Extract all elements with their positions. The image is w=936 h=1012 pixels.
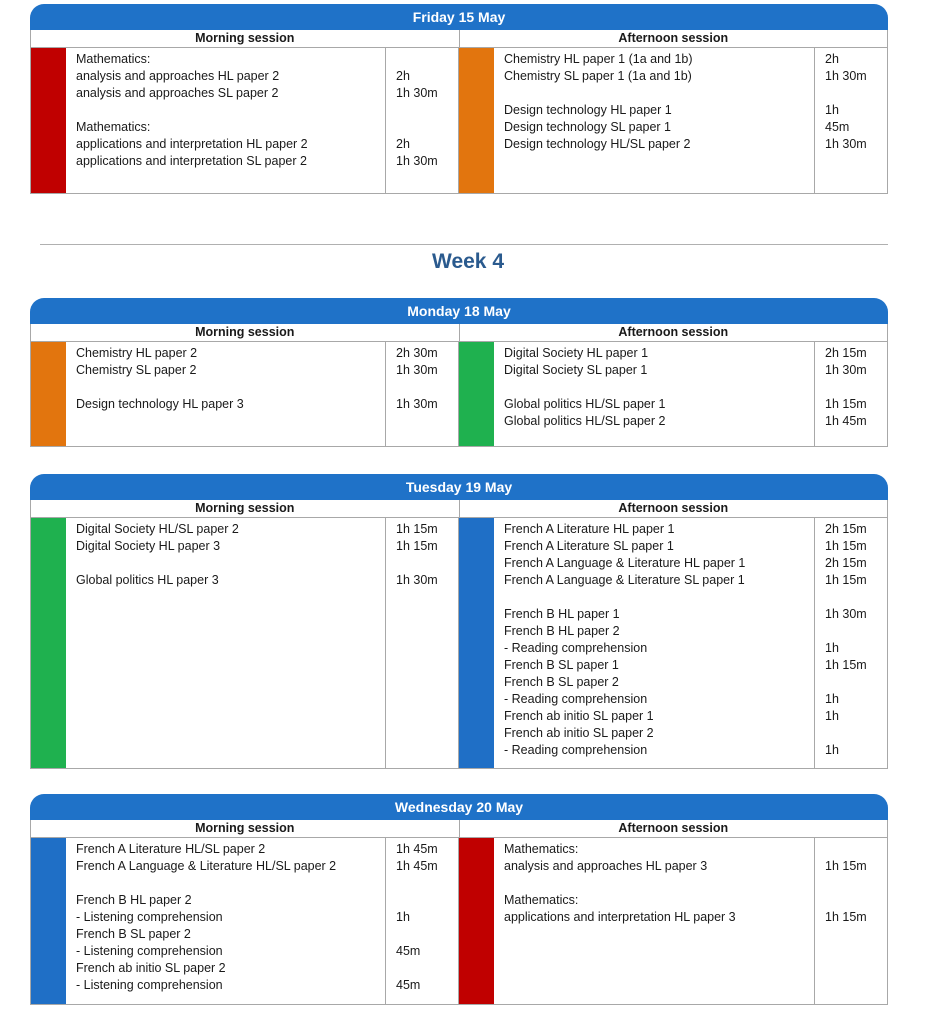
subject-color-bar (459, 48, 494, 193)
subject-list (494, 838, 815, 1004)
exam-subject: French ab initio SL paper 2 (504, 726, 654, 740)
subject-color-bar (459, 518, 494, 768)
exam-subject (504, 85, 814, 102)
morning-session-label: Morning session (31, 324, 460, 341)
exam-subject (504, 589, 814, 606)
exam-duration (825, 725, 887, 742)
exam-duration (825, 379, 887, 396)
exam-duration: 1h 15m (825, 397, 867, 411)
exam-subject: French B HL paper 2 (76, 893, 192, 907)
exam-duration (396, 892, 458, 909)
subject-color-bar (459, 342, 494, 446)
day-title: Tuesday 19 May (30, 474, 888, 500)
subject-list (66, 518, 386, 768)
exam-duration: 2h (396, 137, 410, 151)
exam-duration: 1h 30m (396, 573, 438, 587)
exam-subject: French A Language & Literature HL/SL paper 2 (76, 859, 337, 873)
afternoon-session (459, 518, 887, 768)
exam-duration (396, 555, 458, 572)
duration-list (386, 48, 458, 193)
exam-subject: - Reading comprehension (504, 692, 648, 706)
duration-list (815, 48, 887, 193)
exam-duration (396, 379, 458, 396)
morning-session-label: Morning session (31, 500, 460, 517)
exam-subject: Design technology SL paper 1 (504, 120, 672, 134)
subject-list (494, 518, 815, 768)
exam-duration (396, 960, 458, 977)
morning-session-label: Morning session (31, 30, 460, 47)
exam-subject: - Listening comprehension (76, 910, 223, 924)
exam-subject: Design technology HL paper 1 (504, 103, 672, 117)
morning-session (31, 342, 459, 446)
morning-session (31, 518, 459, 768)
duration-list (386, 342, 458, 446)
exam-subject: Mathematics: (504, 893, 579, 907)
day-block-tuesday (30, 474, 888, 769)
day-title: Friday 15 May (30, 4, 888, 30)
exam-duration (396, 875, 458, 892)
exam-duration: 2h 15m (825, 522, 867, 536)
exam-duration: 1h (825, 641, 839, 655)
exam-duration: 1h 15m (825, 539, 867, 553)
day-body (30, 342, 888, 447)
exam-subject: Mathematics: (504, 842, 579, 856)
exam-subject: - Reading comprehension (504, 743, 648, 757)
exam-duration (396, 102, 458, 119)
exam-duration: 1h 30m (396, 363, 438, 377)
subject-list (494, 48, 815, 193)
duration-list (815, 518, 887, 768)
exam-duration (396, 926, 458, 943)
morning-session (31, 48, 459, 193)
exam-subject: Digital Society HL/SL paper 2 (76, 522, 239, 536)
exam-subject: Global politics HL/SL paper 1 (504, 397, 666, 411)
exam-subject: French B HL paper 1 (504, 607, 620, 621)
exam-subject: French B SL paper 1 (504, 658, 619, 672)
subject-color-bar (31, 838, 66, 1004)
day-body (30, 838, 888, 1005)
exam-duration: 1h 30m (825, 363, 867, 377)
exam-subject: French ab initio SL paper 1 (504, 709, 654, 723)
session-header (30, 500, 888, 518)
session-header (30, 324, 888, 342)
exam-subject: - Reading comprehension (504, 641, 648, 655)
exam-subject: Design technology HL paper 3 (76, 397, 244, 411)
exam-subject: Digital Society HL paper 1 (504, 346, 649, 360)
session-header (30, 30, 888, 48)
exam-duration: 1h 15m (825, 910, 867, 924)
subject-list (494, 342, 815, 446)
exam-subject: French A Language & Literature SL paper 1 (504, 573, 745, 587)
exam-duration: 2h 30m (396, 346, 438, 360)
morning-session-label: Morning session (31, 820, 460, 837)
exam-duration (825, 892, 887, 909)
subject-color-bar (31, 48, 66, 193)
exam-duration (825, 623, 887, 640)
day-title: Monday 18 May (30, 298, 888, 324)
exam-subject: Mathematics: (76, 120, 151, 134)
exam-duration: 1h (825, 743, 839, 757)
exam-subject: Mathematics: (76, 52, 151, 66)
exam-subject: Chemistry SL paper 2 (76, 363, 197, 377)
day-block-friday (30, 4, 888, 194)
exam-subject: Digital Society HL paper 3 (76, 539, 221, 553)
afternoon-session-label: Afternoon session (618, 325, 729, 339)
day-block-monday (30, 298, 888, 447)
afternoon-session-label: Afternoon session (618, 821, 729, 835)
exam-duration: 1h 15m (825, 859, 867, 873)
subject-list (66, 48, 386, 193)
exam-subject: Chemistry HL paper 1 (1a and 1b) (504, 52, 693, 66)
duration-list (815, 342, 887, 446)
exam-duration: 1h 15m (825, 658, 867, 672)
exam-duration (825, 85, 887, 102)
exam-duration: 2h (825, 52, 839, 66)
exam-duration: 45m (825, 120, 850, 134)
exam-subject: applications and interpretation HL paper 2 (76, 137, 308, 151)
exam-duration: 45m (396, 978, 421, 992)
exam-duration: 1h (825, 103, 839, 117)
exam-duration: 2h 15m (825, 556, 867, 570)
exam-duration: 1h (825, 692, 839, 706)
subject-list (66, 838, 386, 1004)
exam-subject (76, 379, 385, 396)
duration-list (815, 838, 887, 1004)
exam-duration: 1h (396, 910, 410, 924)
exam-duration: 1h 15m (825, 573, 867, 587)
exam-subject: Chemistry SL paper 1 (1a and 1b) (504, 69, 692, 83)
exam-subject: Design technology HL/SL paper 2 (504, 137, 691, 151)
exam-subject: French A Language & Literature HL paper 1 (504, 556, 746, 570)
exam-subject: applications and interpretation SL paper 2 (76, 154, 307, 168)
exam-subject: French A Literature HL paper 1 (504, 522, 675, 536)
exam-duration: 1h 15m (396, 522, 438, 536)
exam-duration: 1h 45m (396, 859, 438, 873)
exam-duration (825, 674, 887, 691)
duration-list (386, 518, 458, 768)
exam-duration: 1h 45m (396, 842, 438, 856)
exam-duration (825, 875, 887, 892)
day-body (30, 518, 888, 769)
week-title: Week 4 (432, 250, 504, 273)
exam-duration (396, 119, 458, 136)
exam-subject: Global politics HL paper 3 (76, 573, 219, 587)
subject-color-bar (459, 838, 494, 1004)
day-title: Wednesday 20 May (30, 794, 888, 820)
day-body (30, 48, 888, 194)
afternoon-session-label: Afternoon session (618, 31, 729, 45)
duration-list (386, 838, 458, 1004)
afternoon-session (459, 342, 887, 446)
exam-subject (504, 875, 814, 892)
exam-duration: 1h 30m (396, 397, 438, 411)
exam-duration: 1h 45m (825, 414, 867, 428)
exam-subject (76, 102, 385, 119)
exam-subject: applications and interpretation HL paper 3 (504, 910, 736, 924)
exam-subject: - Listening comprehension (76, 978, 223, 992)
divider (40, 244, 888, 245)
day-block-wednesday (30, 794, 888, 1005)
exam-duration: 1h 30m (396, 154, 438, 168)
exam-subject: Digital Society SL paper 1 (504, 363, 648, 377)
exam-subject: French A Literature HL/SL paper 2 (76, 842, 266, 856)
exam-duration: 1h 30m (396, 86, 438, 100)
exam-duration: 1h (825, 709, 839, 723)
exam-subject: French A Literature SL paper 1 (504, 539, 674, 553)
exam-subject (504, 379, 814, 396)
afternoon-session (459, 838, 887, 1004)
exam-duration: 2h 15m (825, 346, 867, 360)
session-header (30, 820, 888, 838)
afternoon-session-label: Afternoon session (618, 501, 729, 515)
exam-subject: French B SL paper 2 (76, 927, 191, 941)
afternoon-session (459, 48, 887, 193)
exam-duration: 1h 30m (825, 607, 867, 621)
exam-duration (825, 841, 887, 858)
exam-subject: analysis and approaches SL paper 2 (76, 86, 279, 100)
exam-subject: analysis and approaches HL paper 3 (504, 859, 708, 873)
subject-list (66, 342, 386, 446)
exam-duration: 1h 30m (825, 137, 867, 151)
exam-subject (76, 875, 385, 892)
exam-duration: 1h 30m (825, 69, 867, 83)
exam-duration: 45m (396, 944, 421, 958)
exam-duration (825, 589, 887, 606)
exam-subject (76, 555, 385, 572)
exam-subject: French B HL paper 2 (504, 624, 620, 638)
subject-color-bar (31, 342, 66, 446)
exam-duration: 1h 15m (396, 539, 438, 553)
exam-subject: French B SL paper 2 (504, 675, 619, 689)
exam-duration (396, 51, 458, 68)
exam-subject: - Listening comprehension (76, 944, 223, 958)
exam-subject: Chemistry HL paper 2 (76, 346, 198, 360)
exam-subject: French ab initio SL paper 2 (76, 961, 226, 975)
morning-session (31, 838, 459, 1004)
exam-subject: analysis and approaches HL paper 2 (76, 69, 280, 83)
subject-color-bar (31, 518, 66, 768)
exam-duration: 2h (396, 69, 410, 83)
exam-subject: Global politics HL/SL paper 2 (504, 414, 666, 428)
